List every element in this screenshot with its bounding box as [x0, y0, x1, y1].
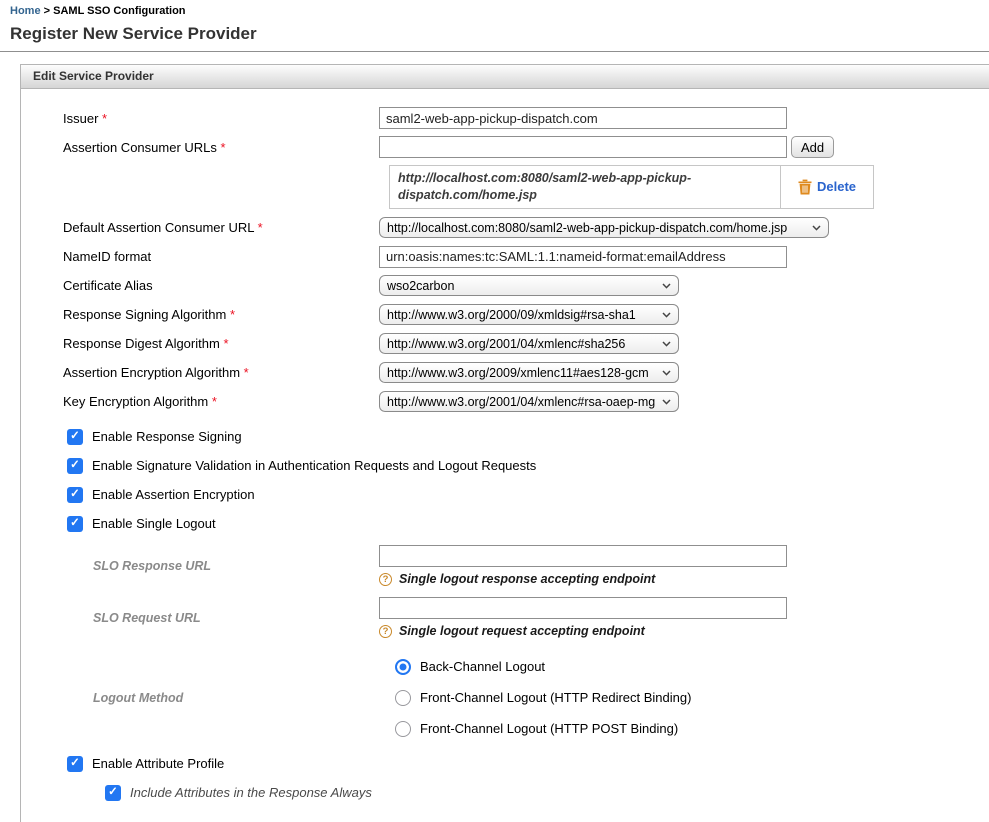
default-acs-label: Default Assertion Consumer URL * — [63, 220, 263, 236]
check-icon: ✓ — [70, 488, 80, 500]
enable-response-signing-row — [67, 429, 989, 445]
back-channel-logout-radio[interactable] — [395, 659, 411, 675]
slo-request-url-input[interactable] — [379, 597, 787, 619]
slo-response-url-row — [63, 545, 989, 587]
slo-request-url-help-text: Single logout request accepting endpoint — [399, 624, 645, 639]
chevron-down-icon — [662, 341, 671, 347]
response-signing-algorithm-row — [63, 304, 989, 326]
default-acs-select[interactable]: http://localhost.com:8080/saml2-web-app-pickup-dispatch.com/home.jsp — [379, 217, 829, 238]
trash-icon — [798, 179, 812, 195]
certificate-alias-label: Certificate Alias — [63, 278, 153, 294]
front-channel-redirect-label: Front-Channel Logout (HTTP Redirect Binding) — [420, 690, 692, 706]
nameid-format-row — [63, 246, 989, 268]
check-icon: ✓ — [70, 757, 80, 769]
required-asterisk: * — [220, 139, 226, 155]
slo-response-url-field — [379, 545, 787, 587]
slo-request-url-row — [63, 597, 989, 639]
enable-attribute-profile-row — [67, 756, 989, 772]
acs-url-input[interactable] — [379, 136, 787, 158]
breadcrumb — [0, 0, 989, 17]
enable-attribute-profile-label: Enable Attribute Profile — [92, 756, 225, 772]
slo-response-url-help-text: Single logout response accepting endpoint — [399, 572, 656, 587]
required-asterisk: * — [223, 336, 229, 352]
response-signing-algorithm-label: Response Signing Algorithm * — [63, 307, 236, 323]
slo-request-url-field — [379, 597, 787, 639]
enable-response-signing-label: Enable Response Signing — [92, 429, 242, 445]
default-acs-row — [63, 217, 989, 239]
assertion-encryption-algorithm-select[interactable]: http://www.w3.org/2009/xmlenc11#aes128-gcm — [379, 362, 679, 383]
include-attributes-label: Include Attributes in the Response Always — [130, 785, 372, 801]
panel-header: Edit Service Provider — [21, 65, 989, 89]
enable-signature-validation-label: Enable Signature Validation in Authentication Requests and Logout Requests — [92, 458, 537, 474]
slo-response-url-input[interactable] — [379, 545, 787, 567]
required-asterisk: * — [211, 394, 217, 410]
response-digest-algorithm-row — [63, 333, 989, 355]
enable-signature-validation-checkbox[interactable] — [67, 458, 83, 474]
chevron-down-icon — [662, 283, 671, 289]
delete-button-label: Delete — [816, 179, 857, 195]
acs-url-table — [389, 165, 874, 209]
response-signing-algorithm-select[interactable]: http://www.w3.org/2000/09/xmldsig#rsa-sha1 — [379, 304, 679, 325]
saml-sp-form — [21, 89, 989, 801]
certificate-alias-select[interactable]: wso2carbon — [379, 275, 679, 296]
issuer-row — [63, 107, 989, 129]
chevron-down-icon — [662, 370, 671, 376]
check-icon: ✓ — [70, 517, 80, 529]
acs-url-entry: http://localhost.com:8080/saml2-web-app-pickup-dispatch.com/home.jsp — [390, 166, 781, 208]
response-digest-algorithm-select[interactable]: http://www.w3.org/2001/04/xmlenc#sha256 — [379, 333, 679, 354]
logout-method-option — [395, 721, 691, 737]
enable-assertion-encryption-row — [67, 487, 989, 503]
enable-single-logout-row — [67, 516, 989, 532]
enable-signature-validation-row — [67, 458, 989, 474]
include-attributes-checkbox[interactable] — [105, 785, 121, 801]
enable-assertion-encryption-label: Enable Assertion Encryption — [92, 487, 255, 503]
slo-response-url-help — [379, 572, 787, 587]
slo-request-url-label: SLO Request URL — [93, 610, 201, 625]
logout-method-options — [395, 659, 691, 737]
breadcrumb-current: SAML SSO Configuration — [53, 5, 186, 17]
chevron-down-icon — [662, 399, 671, 405]
help-icon[interactable]: ? — [379, 625, 392, 638]
page-title-bar — [0, 17, 989, 52]
enable-response-signing-checkbox[interactable] — [67, 429, 83, 445]
slo-request-url-help — [379, 624, 787, 639]
enable-attribute-profile-checkbox[interactable] — [67, 756, 83, 772]
logout-method-option — [395, 659, 691, 675]
key-encryption-algorithm-row — [63, 391, 989, 413]
logout-method-row — [63, 659, 989, 737]
front-channel-post-label: Front-Channel Logout (HTTP POST Binding) — [420, 721, 679, 737]
response-digest-algorithm-label: Response Digest Algorithm * — [63, 336, 229, 352]
add-acs-url-button[interactable]: Add — [791, 136, 834, 158]
key-encryption-algorithm-select[interactable]: http://www.w3.org/2001/04/xmlenc#rsa-oaep-mg — [379, 391, 679, 412]
slo-response-url-label: SLO Response URL — [93, 558, 212, 573]
enable-assertion-encryption-checkbox[interactable] — [67, 487, 83, 503]
required-asterisk: * — [243, 365, 249, 381]
required-asterisk: * — [102, 110, 108, 126]
enable-single-logout-checkbox[interactable] — [67, 516, 83, 532]
front-channel-redirect-radio[interactable] — [395, 690, 411, 706]
breadcrumb-separator: > — [43, 5, 51, 17]
chevron-down-icon — [812, 225, 821, 231]
logout-method-option — [395, 690, 691, 706]
check-icon: ✓ — [70, 430, 80, 442]
page-title: Register New Service Provider — [10, 24, 257, 43]
assertion-encryption-algorithm-row — [63, 362, 989, 384]
issuer-input[interactable] — [379, 107, 787, 129]
edit-service-provider-panel — [20, 64, 989, 822]
nameid-format-label: NameID format — [63, 249, 152, 265]
key-encryption-algorithm-label: Key Encryption Algorithm * — [63, 394, 217, 410]
breadcrumb-home-link[interactable]: Home — [10, 5, 41, 17]
back-channel-logout-label: Back-Channel Logout — [420, 659, 546, 675]
chevron-down-icon — [662, 312, 671, 318]
assertion-encryption-algorithm-label: Assertion Encryption Algorithm * — [63, 365, 249, 381]
acs-urls-label: Assertion Consumer URLs * — [63, 139, 226, 155]
check-icon: ✓ — [70, 459, 80, 471]
required-asterisk: * — [257, 220, 263, 236]
nameid-format-input[interactable] — [379, 246, 787, 268]
check-icon: ✓ — [108, 786, 118, 798]
acs-urls-row — [63, 136, 989, 158]
logout-method-label: Logout Method — [93, 690, 184, 705]
enable-single-logout-label: Enable Single Logout — [92, 516, 216, 532]
help-icon[interactable]: ? — [379, 573, 392, 586]
certificate-alias-row — [63, 275, 989, 297]
issuer-label: Issuer * — [63, 110, 108, 126]
delete-acs-url-button[interactable] — [781, 166, 873, 208]
required-asterisk: * — [229, 307, 236, 323]
include-attributes-row — [105, 785, 989, 801]
front-channel-post-radio[interactable] — [395, 721, 411, 737]
